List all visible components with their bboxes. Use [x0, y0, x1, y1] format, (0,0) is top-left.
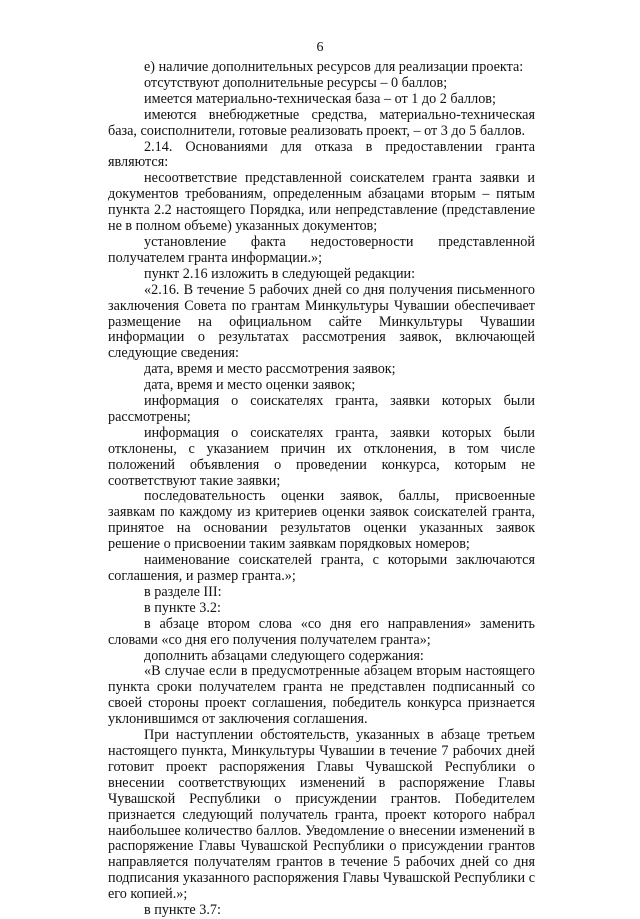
paragraph: несоответствие представленной соискателем гранта заявки и документов требованиям, определенным абзацами вторым – пятым пункта 2.2 настоящего Порядка, или непредставление (представление не в полном объеме) указанных документов; — [108, 170, 535, 235]
paragraph: в разделе III: — [144, 583, 222, 600]
paragraph: имеются внебюджетные средства, материально-техническая база, соисполнители, готовые реализовать проект, – от 3 до 5 баллов. — [108, 106, 535, 139]
paragraph: «2.16. В течение 5 рабочих дней со дня получения письменного заключения Совета по грантам Минкультуры Чувашии обеспечивает размещение на официальном сайте Минкультуры Чувашии информации о результатах рассмотрения заявок, включающей следующие сведения: — [108, 281, 535, 362]
paragraph: дополнить абзацами следующего содержания: — [144, 647, 424, 664]
paragraph: информация о соискателях гранта, заявки которых были отклонены, с указанием причин их отклонения, в том числе положений объявления о проведении конкурса, которым не соответствуют такие заявки; — [108, 424, 535, 489]
document-body — [108, 60, 535, 919]
paragraph: наименование соискателей гранта, с которыми заключаются соглашения, и размер гранта.»; — [108, 552, 535, 584]
paragraph: установление факта недостоверности представленной получателем гранта информации.»; — [108, 233, 535, 266]
paragraph: 2.14. Основаниями для отказа в предоставлении гранта являются: — [108, 138, 535, 171]
paragraph: в пункте 3.7: — [144, 902, 221, 919]
paragraph: последовательность оценки заявок, баллы, присвоенные заявкам по каждому из критериев оценки заявок соискателей гранта, принятое на основании результатов оценки указанных заявок решение о присвоении таким заявкам порядковых номеров; — [108, 488, 535, 553]
paragraph: отсутствуют дополнительные ресурсы – 0 баллов; — [144, 74, 448, 91]
page-number: 6 — [316, 40, 324, 55]
paragraph: в абзаце втором слова «со дня его направления» заменить словами «со дня его получения получателем гранта»; — [108, 615, 535, 648]
paragraph: «В случае если в предусмотренные абзацем вторым настоящего пункта сроки получателем гранта не представлен подписанный со своей стороны проект соглашения, победитель конкурса признается уклонившимся от заключения соглашения. — [108, 663, 535, 728]
paragraph: имеется материально-техническая база – от 1 до 2 баллов; — [144, 90, 496, 107]
paragraph: в пункте 3.2: — [144, 599, 221, 616]
paragraph: При наступлении обстоятельств, указанных в абзаце третьем настоящего пункта, Минкультуры Чувашии в течение 7 рабочих дней готовит проект распоряжения Главы Чувашской Республики о внесении соответствующих изменений в распоряжение Главы Чувашской Республики о присуждении грантов. Победителем признается следующий получатель гранта, проект которого набрал наибольшее количество баллов. Уведомление о внесении изменений в распоряжение Главы Чувашской Республики о присуждении грантов направляется получателям грантов в течение 5 рабочих дней со дня подписания указанного распоряжения Главы Чувашской Республики с его копией.»; — [108, 727, 535, 903]
paragraph: информация о соискателях гранта, заявки которых были рассмотрены; — [108, 393, 535, 425]
paragraph: пункт 2.16 изложить в следующей редакции: — [144, 265, 416, 282]
paragraph: е) наличие дополнительных ресурсов для реализации проекта: — [144, 59, 524, 75]
paragraph: дата, время и место оценки заявок; — [144, 377, 356, 394]
paragraph: дата, время и место рассмотрения заявок; — [144, 361, 396, 378]
